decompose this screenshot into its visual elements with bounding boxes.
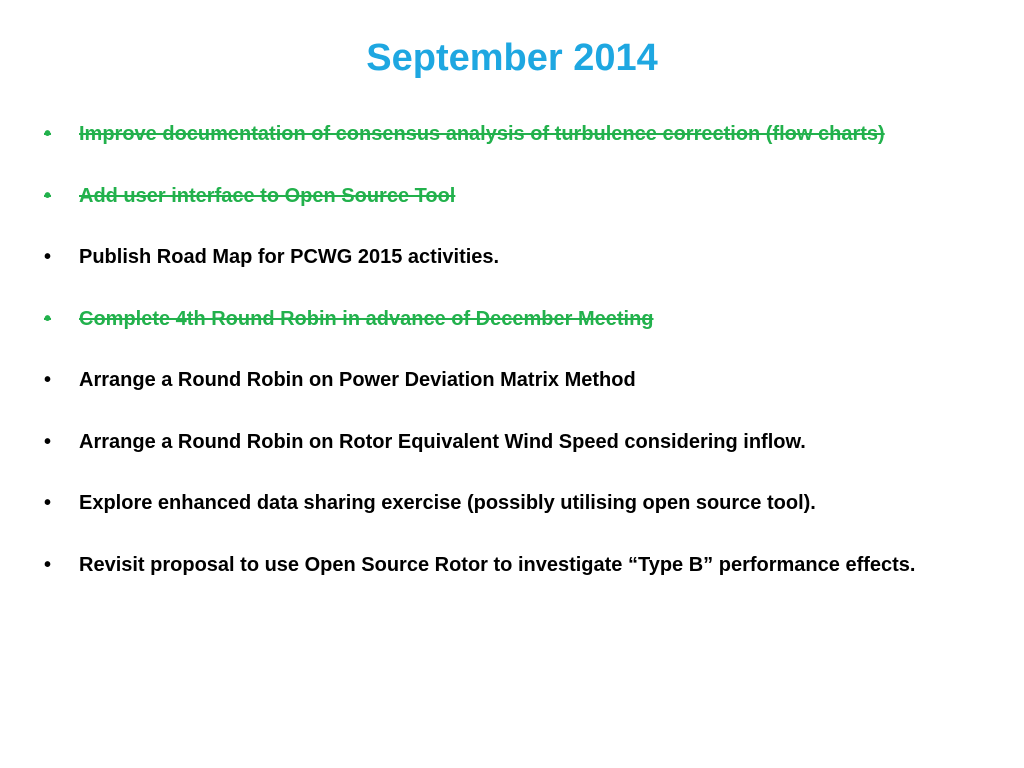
bullet-dot-icon: • (44, 492, 52, 514)
bullet-text: Revisit proposal to use Open Source Rotor to investigate “Type B” performance effects. (79, 553, 916, 576)
bullet-dot-icon: • (44, 307, 52, 330)
bullet-item (44, 550, 994, 580)
slide-title: September 2014 (366, 37, 658, 79)
bullet-dot-icon: • (44, 430, 52, 453)
bullet-text: Explore enhanced data sharing exercise (possibly utilising open source tool). (79, 492, 816, 514)
bullet-dot-icon: • (44, 369, 52, 391)
bullet-dot-icon: • (44, 246, 52, 268)
bullet-dot-icon: • (44, 184, 52, 207)
bullet-text: Complete 4th Round Robin in advance of December Meeting (79, 307, 654, 330)
bullet-item (44, 488, 994, 518)
bullet-list (44, 119, 994, 611)
bullet-item (44, 242, 994, 272)
bullet-text: Improve documentation of consensus analysis of turbulence correction (flow charts) (79, 123, 885, 145)
bullet-item (44, 181, 994, 211)
bullet-text: Publish Road Map for PCWG 2015 activities. (79, 246, 500, 268)
bullet-item (44, 427, 994, 457)
bullet-text: Arrange a Round Robin on Power Deviation Matrix Method (79, 369, 636, 391)
bullet-text: Arrange a Round Robin on Rotor Equivalent Wind Speed considering inflow. (79, 430, 806, 453)
bullet-item (44, 304, 994, 334)
bullet-text: Add user interface to Open Source Tool (79, 184, 456, 207)
bullet-dot-icon: • (44, 553, 52, 576)
bullet-dot-icon: • (44, 123, 52, 145)
bullet-item (44, 119, 994, 149)
bullet-item (44, 365, 994, 395)
